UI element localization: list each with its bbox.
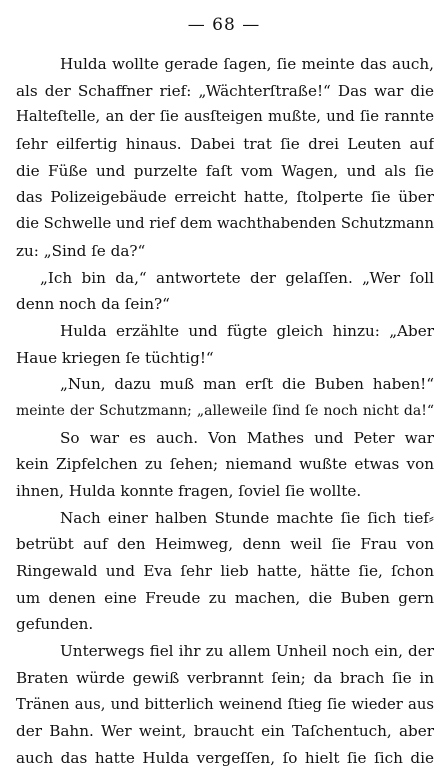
text-line: Nach einer halben Stunde machte ſie ſich tief⸗	[60, 508, 434, 527]
text-line: gefunden.	[16, 615, 94, 634]
page-number: — 68 —	[187, 15, 261, 35]
text-line: der Bahn. Wer weint, braucht ein Taſchentuch, aber	[16, 722, 434, 741]
text-line: Hulda erzählte und fügte gleich hinzu: „Aber	[60, 321, 434, 340]
text-line: kein Zipfelchen zu ſehen; niemand wußte etwas von	[16, 455, 434, 474]
text-line: Unterwegs fiel ihr zu allem Unheil noch ein, der	[60, 642, 434, 661]
text-line: Braten würde gewiß verbrannt ſein; da brach ſie in	[16, 668, 434, 687]
text-line: betrübt auf den Heimweg, denn weil ſie Frau von	[16, 535, 434, 554]
text-line: Halteſtelle, an der ſie ausſteigen mußte, und ſie rannte	[16, 108, 434, 126]
text-line: zu: „Sind ſe da?“	[16, 241, 146, 260]
text-line: Haue kriegen ſe tüchtig!“	[16, 348, 214, 367]
text-line: auch das hatte Hulda vergeſſen, ſo hielt ſie ſich die	[16, 748, 434, 767]
text-line: die Füße und purzelte faſt vom Wagen, und als ſie	[16, 161, 434, 180]
text-line: meinte der Schutzmann; „alleweile ſind ſe noch nicht da!“	[16, 402, 434, 419]
text-line: denn noch da ſein?“	[16, 295, 170, 314]
text-line: die Schwelle und rief dem wachthabenden Schutzmann	[16, 215, 434, 233]
text-line: „Ich bin da,“ antwortete der gelaſſen. „Wer ſoll	[40, 268, 434, 287]
text-line: Hulda wollte gerade ſagen, ſie meinte das auch,	[60, 55, 434, 73]
text-line: das Polizeigebäude erreicht hatte, ſtolperte ſie über	[16, 188, 434, 207]
text-line: um denen eine Freude zu machen, die Buben gern	[16, 588, 434, 607]
text-line: So war es auch. Von Mathes und Peter war	[60, 428, 434, 447]
text-line: als der Schaffner rief: „Wächterſtraße!“ Das war die	[16, 81, 434, 100]
body-text	[16, 51, 434, 772]
text-line: Ringewald und Eva ſehr lieb hatte, hätte ſie, ſchon	[16, 562, 434, 581]
text-line: ihnen, Hulda konnte fragen, ſoviel ſie wollte.	[16, 482, 362, 500]
text-line: ſehr eilfertig hinaus. Dabei trat ſie drei Leuten auf	[16, 135, 434, 154]
text-line: „Nun, dazu muß man erſt die Buben haben!“	[60, 375, 434, 394]
text-line: Tränen aus, und bitterlich weinend ſtieg ſie wieder aus	[16, 695, 434, 713]
